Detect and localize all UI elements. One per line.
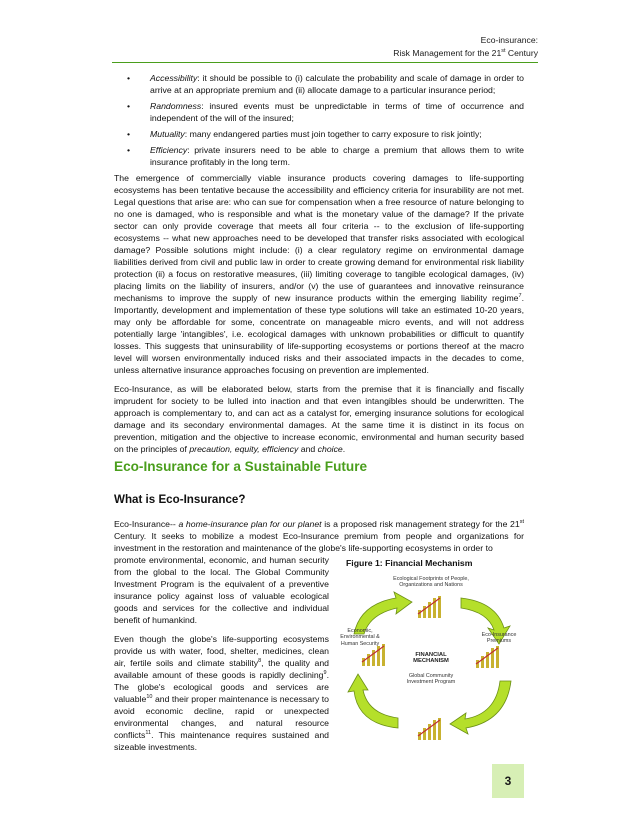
- list-item: [114, 72, 524, 96]
- paragraph-3-italic: a home-insurance plan for our planet: [178, 519, 322, 529]
- figure-label-top: Ecological Footprints of People, Organizations and Nations: [393, 576, 469, 589]
- left-paragraph-2-text-e: . This maintenance requires sustained and sizeable investments.: [114, 730, 329, 752]
- paragraph-1-text: The emergence of commercially viable insurance products covering damages to life-supporting ecosystems has been tentative because the accessibility and efficiency criteria for insurability are not met. Legal questions that arise are: who can sue for compensation when a free resource of nature belonging to no one is damaged, who is responsible and what is the monetary value of the damage? If the private sector can only provide coverage that meets all four criteria -- to the exclusion of life-supporting ecosystems -- what new approaches need to be developed that transfer risks associated with ecological damage? Possible solutions might include: (i) a clear regulatory regime on environmental damage liabilities derived from civil and public law in order to create growing demand for environmental risk liability protection (ii) a focus on restorative measures, (iii) limiting coverage to tangible ecological damages, (iv) placing limits on the liability of insurers, and/or (v) the use of guarantees and innovative reinsurance mechanisms to improve the supply of new insurance products within the emerging liability regime: [114, 173, 524, 303]
- section-heading: Eco-Insurance for a Sustainable Future: [114, 459, 368, 474]
- list-item-term: Accessibility: [150, 73, 198, 83]
- header-line-1: Eco-insurance:: [480, 35, 538, 45]
- list-item-term: Efficiency: [150, 145, 188, 155]
- header-line-2-end: Century: [505, 48, 538, 58]
- left-paragraph-1: promote environmental, economic, and human security from the global to the local. The Global Community Investment Program is the equivalent of a preventive insurance policy against loss of valuable ecological goods and services for the collective and individual benefit of humankind.: [114, 555, 329, 625]
- footnote-ref-11: 11: [145, 730, 152, 737]
- list-item: [114, 144, 524, 168]
- header-line-2-text: Risk Management for the 21: [393, 48, 502, 58]
- paragraph-3-text-c: Century. It seeks to mobilize a modest Eco-Insurance premium from people and organizations for investment in the restoration and maintenance of the globe's life-supporting ecosystems in order to: [114, 531, 524, 553]
- principles-text: precaution, equity, efficiency: [189, 444, 299, 454]
- paragraph-3-text-b: is a proposed risk management strategy for the 21: [321, 519, 520, 529]
- arrow-bottom-left-icon: [348, 674, 398, 728]
- arrow-bottom-right-icon: [450, 681, 511, 734]
- figure-label-right: Eco-Insurance Premiums: [481, 632, 517, 645]
- paragraph-2-end: .: [342, 444, 346, 454]
- paragraph-1: [114, 172, 524, 376]
- list-item-text: : private insurers need to be able to charge a premium that allows them to write insurance profitably in the long term.: [150, 145, 524, 167]
- paragraph-2: [114, 383, 524, 455]
- header-rule: [112, 62, 538, 63]
- left-paragraph-2-text-d: and their proper maintenance is necessary to avoid economic decline, rapid or unexpected environmental changes, and natural resource conflicts: [114, 694, 329, 740]
- list-item: [114, 128, 524, 140]
- paragraph-3-sup: st: [519, 519, 525, 526]
- left-paragraph-2-text-c: . The globe's ecological goods and services are valuable: [114, 670, 329, 704]
- left-paragraph-2: [114, 633, 329, 753]
- criteria-list: [114, 72, 524, 168]
- bullet-icon: •: [127, 101, 131, 111]
- header-line-2: [393, 47, 538, 60]
- footnote-ref-7: 7: [518, 293, 522, 300]
- paragraph-3-text: Eco-Insurance--: [114, 519, 179, 529]
- chart-icon-bottom: [418, 718, 441, 740]
- list-item-term: Randomness: [150, 101, 202, 111]
- list-item-text: : it should be possible to (i) calculate the probability and scale of damage in order to arrive at an appropriate premium and (ii) allocate damage to a particular insurance period;: [150, 73, 524, 95]
- bullet-icon: •: [127, 145, 131, 155]
- figure-label-left: Economic, Environmental & Human Security: [340, 628, 380, 647]
- principle-choice: choice: [317, 444, 343, 454]
- subsection-heading: What is Eco-Insurance?: [114, 493, 246, 506]
- bullet-icon: •: [127, 73, 131, 83]
- financial-mechanism-figure: [336, 556, 526, 758]
- left-column: [114, 554, 329, 760]
- chart-icon-left: [362, 644, 385, 666]
- paragraph-3: [114, 518, 524, 554]
- figure-center-label: FINANCIAL MECHANISM: [413, 652, 449, 665]
- header-line-2-sup: st: [501, 48, 506, 55]
- chart-icon-right: [476, 646, 499, 668]
- page-number-box: [492, 764, 524, 798]
- figure-label-bottom: Global Community Investment Program: [406, 673, 456, 686]
- left-paragraph-2-text: Even though the globe's life-supporting ecosystems provide us with water, food, shelter, medicines, clean air, fertile soils and climate stability: [114, 634, 329, 668]
- left-paragraph-2-text-b: , the quality and available amount of these goods is rapidly declining: [114, 658, 329, 680]
- footnote-ref-10: 10: [146, 694, 153, 701]
- figure-title: Figure 1: Financial Mechanism: [346, 558, 473, 568]
- paragraph-1-text-cont: . Importantly, development and implementation of these type solutions will take an estimated 10-20 years, may only be affordable for some, concentrate on manageable micro events, and will not address potentially large 'intangibles', i.e. ecological damages with unknown probabilities or difficult to quantify losses. This suggests that uninsurability of life-supporting ecosystems or portions thereof at the macro level will worsen environmentally induced risks and their associated impacts in the decades to come, unless alternative insurance approaches focusing on prevention are implemented.: [114, 293, 524, 375]
- page-number: 3: [504, 774, 512, 788]
- list-item-term: Mutuality: [150, 129, 185, 139]
- paragraph-2-conj: and: [298, 444, 318, 454]
- list-item-text: : insured events must be unpredictable in terms of time of occurrence and independent of the will of the insured;: [150, 101, 524, 123]
- list-item: [114, 100, 524, 124]
- footnote-ref-9: 9: [323, 670, 327, 677]
- footnote-ref-8: 8: [258, 658, 262, 665]
- chart-icon-top: [418, 596, 441, 618]
- running-header: [393, 34, 538, 60]
- paragraph-2-text: Eco-Insurance, as will be elaborated below, starts from the premise that it is financially and fiscally imprudent for society to be lulled into inaction and that even intangibles should be underwritten. The approach is complementary to, and can act as a catalyst for, emerging insurance solutions for ecological damage and its secondary environmental damages. At the same time it is distinct in its focus on prevention, mitigation and the objective to increase economic, environmental and human security based on the principles of: [114, 384, 524, 454]
- main-text: [114, 72, 524, 462]
- bullet-icon: •: [127, 129, 131, 139]
- list-item-text: : many endangered parties must join together to carry exposure to risk jointly;: [184, 129, 482, 139]
